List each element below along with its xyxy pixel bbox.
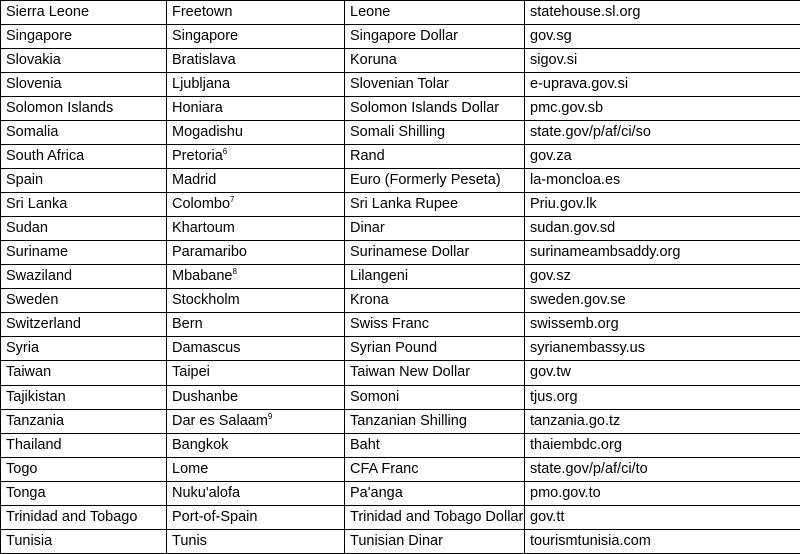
website-link: swissemb.org	[530, 316, 619, 333]
capital-name: Paramaribo	[172, 244, 247, 261]
table-row	[1, 97, 800, 121]
capital-name: Bern	[172, 316, 203, 333]
country-cell	[1, 49, 167, 73]
currency-name: Swiss Franc	[350, 316, 429, 333]
country-name: Switzerland	[6, 316, 81, 333]
table-row	[1, 361, 800, 385]
currency-cell	[345, 313, 525, 337]
table-row	[1, 217, 800, 241]
website-cell	[525, 265, 800, 289]
currency-name: Tunisian Dinar	[350, 532, 443, 549]
country-name: Tajikistan	[6, 388, 66, 405]
country-name: Slovenia	[6, 76, 62, 93]
table-row	[1, 433, 800, 457]
country-name: South Africa	[6, 148, 85, 165]
capital-name: Nuku'alofa	[172, 484, 241, 501]
website-cell	[525, 1, 800, 25]
currency-name: Baht	[350, 436, 380, 453]
currency-cell	[345, 25, 525, 49]
table-row	[1, 145, 800, 169]
capital-name: Tunis	[172, 532, 207, 549]
currency-cell	[345, 433, 525, 457]
currency-cell	[345, 217, 525, 241]
country-name: Sri Lanka	[6, 196, 68, 213]
table-row	[1, 121, 800, 145]
country-cell	[1, 169, 167, 193]
currency-name: Dinar	[350, 220, 385, 237]
capital-name: Ljubljana	[172, 76, 231, 93]
website-link: statehouse.sl.org	[530, 4, 641, 21]
country-cell	[1, 385, 167, 409]
country-cell	[1, 121, 167, 145]
table-row	[1, 505, 800, 529]
table-row	[1, 265, 800, 289]
footnote-marker: 8	[232, 267, 237, 277]
capital-name: Stockholm	[172, 292, 240, 309]
currency-cell	[345, 49, 525, 73]
currency-cell	[345, 529, 525, 553]
capital-name: Madrid	[172, 172, 217, 189]
country-name: Thailand	[6, 436, 62, 453]
currency-name: Somali Shilling	[350, 124, 446, 141]
capital-cell	[167, 193, 345, 217]
website-link: la-moncloa.es	[530, 172, 621, 189]
website-cell	[525, 241, 800, 265]
currency-cell	[345, 121, 525, 145]
table-row	[1, 529, 800, 553]
currency-name: Krona	[350, 292, 389, 309]
country-cell	[1, 97, 167, 121]
capital-cell	[167, 97, 345, 121]
table-row	[1, 313, 800, 337]
currency-name: Trinidad and Tobago Dollar	[350, 508, 524, 525]
country-cell	[1, 265, 167, 289]
currency-cell	[345, 1, 525, 25]
website-link: syrianembassy.us	[530, 340, 645, 357]
currency-cell	[345, 97, 525, 121]
currency-name: Euro (Formerly Peseta)	[350, 172, 501, 189]
country-cell	[1, 409, 167, 433]
capital-cell	[167, 169, 345, 193]
website-link: state.gov/p/af/ci/so	[530, 124, 651, 141]
website-link: gov.sg	[530, 28, 572, 45]
capital-name: Pretoria	[172, 148, 223, 165]
country-cell	[1, 505, 167, 529]
currency-name: Singapore Dollar	[350, 28, 459, 45]
capital-cell	[167, 505, 345, 529]
table-row	[1, 73, 800, 97]
website-cell	[525, 97, 800, 121]
currency-name: Sri Lanka Rupee	[350, 196, 459, 213]
capital-name: Bangkok	[172, 436, 229, 453]
website-link: gov.sz	[530, 268, 571, 285]
capital-cell	[167, 481, 345, 505]
table-body	[1, 1, 800, 554]
capital-name: Khartoum	[172, 220, 235, 237]
capital-cell	[167, 313, 345, 337]
footnote-marker: 9	[267, 411, 273, 421]
country-cell	[1, 25, 167, 49]
website-cell	[525, 121, 800, 145]
website-link: surinameambsaddy.org	[530, 244, 681, 261]
table-row	[1, 385, 800, 409]
capital-name: Freetown	[172, 4, 233, 21]
currency-cell	[345, 457, 525, 481]
website-cell	[525, 193, 800, 217]
country-name: Sudan	[6, 220, 48, 237]
currency-cell	[345, 409, 525, 433]
capital-cell	[167, 49, 345, 73]
website-cell	[525, 289, 800, 313]
country-name: Swaziland	[6, 268, 73, 285]
currency-name: CFA Franc	[350, 460, 419, 477]
country-name: Tanzania	[6, 412, 65, 429]
country-cell	[1, 337, 167, 361]
capital-cell	[167, 121, 345, 145]
capital-name: Taipei	[172, 364, 210, 381]
country-name: Syria	[6, 340, 40, 357]
capital-name: Port-of-Spain	[172, 508, 258, 525]
currency-cell	[345, 241, 525, 265]
table-row	[1, 289, 800, 313]
currency-cell	[345, 73, 525, 97]
currency-cell	[345, 481, 525, 505]
capital-cell	[167, 337, 345, 361]
currency-cell	[345, 385, 525, 409]
currency-name: Koruna	[350, 52, 397, 69]
currency-cell	[345, 361, 525, 385]
country-name: Somalia	[6, 124, 59, 141]
currency-name: Leone	[350, 4, 391, 21]
capital-cell	[167, 289, 345, 313]
capital-cell	[167, 1, 345, 25]
capital-name: Singapore	[172, 28, 239, 45]
website-link: tourismtunisia.com	[530, 532, 651, 549]
website-cell	[525, 481, 800, 505]
website-link: Priu.gov.lk	[530, 196, 597, 213]
currency-name: Solomon Islands Dollar	[350, 100, 500, 117]
capital-cell	[167, 145, 345, 169]
capital-name: Lome	[172, 460, 209, 477]
country-cell	[1, 361, 167, 385]
website-link: tjus.org	[530, 388, 578, 405]
currency-cell	[345, 193, 525, 217]
country-cell	[1, 529, 167, 553]
country-name: Sweden	[6, 292, 59, 309]
table-row	[1, 169, 800, 193]
country-name: Trinidad and Tobago	[6, 508, 138, 525]
country-name: Suriname	[6, 244, 69, 261]
website-link: pmo.gov.to	[530, 484, 601, 501]
country-name: Sierra Leone	[6, 4, 90, 21]
website-cell	[525, 409, 800, 433]
website-cell	[525, 217, 800, 241]
website-link: tanzania.go.tz	[530, 412, 621, 429]
capital-cell	[167, 265, 345, 289]
website-cell	[525, 385, 800, 409]
currency-name: Lilangeni	[350, 268, 409, 285]
country-cell	[1, 457, 167, 481]
country-cell	[1, 481, 167, 505]
capital-name: Bratislava	[172, 52, 236, 69]
country-name: Spain	[6, 172, 44, 189]
country-name: Singapore	[6, 28, 73, 45]
capital-name: Mogadishu	[172, 124, 243, 141]
website-cell	[525, 49, 800, 73]
currency-cell	[345, 265, 525, 289]
capital-name: Dushanbe	[172, 388, 239, 405]
country-name: Togo	[6, 460, 38, 477]
country-cell	[1, 433, 167, 457]
country-name: Slovakia	[6, 52, 61, 69]
table-row	[1, 481, 800, 505]
capital-name: Dar es Salaam	[172, 412, 268, 429]
capital-name: Honiara	[172, 100, 223, 117]
country-cell	[1, 241, 167, 265]
country-cell	[1, 1, 167, 25]
footnote-marker: 7	[230, 195, 235, 205]
country-name: Tunisia	[6, 532, 53, 549]
website-link: sweden.gov.se	[530, 292, 626, 309]
capital-cell	[167, 409, 345, 433]
website-cell	[525, 337, 800, 361]
currency-name: Taiwan New Dollar	[350, 364, 471, 381]
website-link: sudan.gov.sd	[530, 220, 616, 237]
website-cell	[525, 361, 800, 385]
currency-cell	[345, 145, 525, 169]
currency-name: Syrian Pound	[350, 340, 438, 357]
table-row	[1, 193, 800, 217]
currency-name: Slovenian Tolar	[350, 76, 449, 93]
currency-cell	[345, 169, 525, 193]
capital-name: Damascus	[172, 340, 241, 357]
country-name: Taiwan	[6, 364, 52, 381]
website-link: gov.tt	[530, 508, 565, 525]
currency-name: Rand	[350, 148, 385, 165]
website-cell	[525, 457, 800, 481]
table-row	[1, 241, 800, 265]
website-cell	[525, 505, 800, 529]
capital-cell	[167, 433, 345, 457]
table-row	[1, 337, 800, 361]
currency-name: Tanzanian Shilling	[350, 412, 467, 429]
website-link: e-uprava.gov.si	[530, 76, 629, 93]
capital-cell	[167, 529, 345, 553]
capital-cell	[167, 217, 345, 241]
website-link: gov.tw	[530, 364, 571, 381]
website-cell	[525, 145, 800, 169]
country-cell	[1, 289, 167, 313]
country-cell	[1, 73, 167, 97]
country-name: Solomon Islands	[6, 100, 114, 117]
currency-name: Surinamese Dollar	[350, 244, 470, 261]
website-link: pmc.gov.sb	[530, 100, 604, 117]
table-row	[1, 457, 800, 481]
capital-cell	[167, 457, 345, 481]
table-row	[1, 1, 800, 25]
country-cell	[1, 193, 167, 217]
currency-cell	[345, 289, 525, 313]
website-cell	[525, 73, 800, 97]
table-row	[1, 49, 800, 73]
footnote-marker: 6	[222, 147, 228, 157]
website-cell	[525, 169, 800, 193]
website-cell	[525, 529, 800, 553]
currency-name: Pa'anga	[350, 484, 403, 501]
capital-name: Colombo	[172, 196, 231, 213]
table-row	[1, 409, 800, 433]
website-link: sigov.si	[530, 52, 578, 69]
capital-cell	[167, 241, 345, 265]
country-cell	[1, 313, 167, 337]
capital-cell	[167, 73, 345, 97]
currency-name: Somoni	[350, 388, 400, 405]
website-link: state.gov/p/af/ci/to	[530, 460, 648, 477]
capital-name: Mbabane	[172, 268, 233, 285]
capital-cell	[167, 25, 345, 49]
capital-cell	[167, 361, 345, 385]
currency-cell	[345, 505, 525, 529]
website-cell	[525, 313, 800, 337]
currency-cell	[345, 337, 525, 361]
website-cell	[525, 25, 800, 49]
country-name: Tonga	[6, 484, 46, 501]
table-row	[1, 25, 800, 49]
capital-cell	[167, 385, 345, 409]
website-cell	[525, 433, 800, 457]
website-link: gov.za	[530, 148, 572, 165]
country-cell	[1, 217, 167, 241]
country-cell	[1, 145, 167, 169]
website-link: thaiembdc.org	[530, 436, 622, 453]
